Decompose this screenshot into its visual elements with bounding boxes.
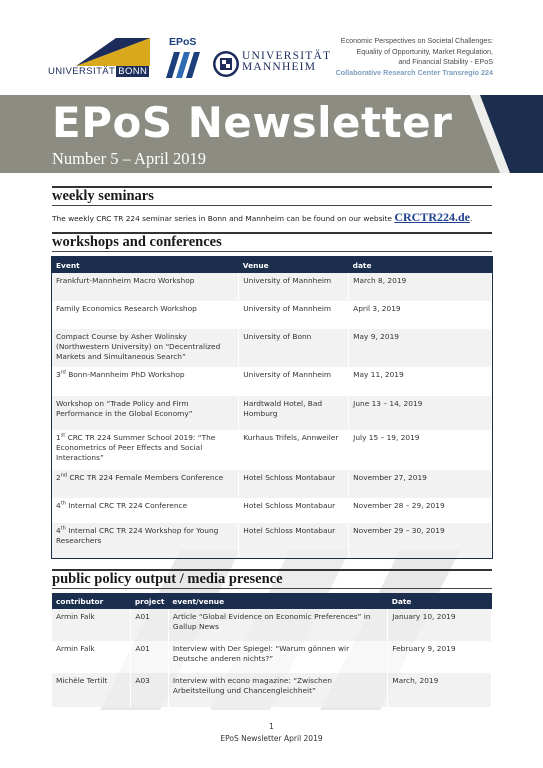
event-cell: 4th Internal CRC TR 224 Workshop for Young Researchers: [52, 523, 239, 558]
epos-logo-text: EPoS: [169, 36, 197, 48]
epos-logo: [160, 36, 208, 80]
university-bonn-logo: UNIVERSITÄT BONN: [48, 38, 154, 80]
column-header: Venue: [239, 257, 349, 273]
date-cell: November 28 – 29, 2019: [349, 498, 492, 523]
column-header: Event: [52, 257, 239, 273]
date-cell: May 11, 2019: [349, 367, 492, 396]
project-cell: A01: [131, 609, 168, 641]
mannheim-seal-icon: [212, 50, 240, 78]
venue-cell: University of Bonn: [239, 329, 349, 367]
section-heading-policy: public policy output / media presence: [52, 571, 283, 587]
divider: [52, 588, 492, 589]
venue-cell: University of Mannheim: [239, 301, 349, 329]
bonn-logo-mark-icon: [76, 38, 150, 66]
crc-tagline: Economic Perspectives on Societal Challenges: Equality of Opportunity, Market Regulation, and Financial Stability - EPoS Collaborative Research Center Transregio 224: [335, 36, 493, 77]
university-mannheim-logo: UNIVERSITÄT MANNHEIM: [212, 50, 328, 80]
table-header-row: [52, 257, 492, 273]
column-header: date: [349, 257, 492, 273]
event-cell: Compact Course by Asher Wolinsky (Northwestern University) on “Decentralized Markets and Simultaneous Search”: [52, 329, 239, 367]
date-cell: June 13 – 14, 2019: [349, 396, 492, 430]
newsletter-issue: Number 5 – April 2019: [52, 149, 206, 168]
project-cell: A01: [131, 641, 168, 673]
crctr224-link[interactable]: CRCTR224.de: [394, 210, 470, 224]
table-row: [52, 396, 492, 430]
contributor-cell: Michèle Tertilt: [52, 673, 131, 707]
date-cell: November 29 – 30, 2019: [349, 523, 492, 558]
event-cell: 1st CRC TR 224 Summer School 2019: “The Econometrics of Peer Effects and Social Interactions”: [52, 430, 239, 470]
date-cell: March, 2019: [388, 673, 492, 707]
event-cell: Workshop on “Trade Policy and Firm Performance in the Global Economy”: [52, 396, 239, 430]
table-row: [52, 273, 492, 301]
event-cell: 3rd Bonn-Mannheim PhD Workshop: [52, 367, 239, 396]
date-cell: November 27, 2019: [349, 470, 492, 498]
policy-table: [52, 593, 492, 707]
contributor-cell: Armin Falk: [52, 609, 131, 641]
date-cell: May 9, 2019: [349, 329, 492, 367]
venue-cell: University of Mannheim: [239, 367, 349, 396]
column-header: Date: [388, 593, 492, 609]
table-row: [52, 641, 492, 673]
date-cell: March 8, 2019: [349, 273, 492, 301]
venue-cell: University of Mannheim: [239, 273, 349, 301]
newsletter-title: EPoS Newsletter: [52, 98, 453, 147]
divider: [52, 205, 492, 206]
event-cell: 4th Internal CRC TR 224 Conference: [52, 498, 239, 523]
event-cell: Interview with econo magazine: “Zwischen Arbeitsteilung und Chancengleichheit”: [168, 673, 387, 707]
date-cell: April 3, 2019: [349, 301, 492, 329]
venue-cell: Kurhaus Trifels, Annweiler: [239, 430, 349, 470]
table-row: [52, 523, 492, 558]
table-row: [52, 367, 492, 396]
table-header-row: [52, 593, 492, 609]
project-cell: A03: [131, 673, 168, 707]
venue-cell: Hotel Schloss Montabaur: [239, 498, 349, 523]
page-number: 1: [269, 722, 274, 731]
footer-text: EPoS Newsletter April 2019: [220, 734, 323, 743]
venue-cell: Hardtwald Hotel, Bad Homburg: [239, 396, 349, 430]
section-heading-seminars: weekly seminars: [52, 188, 154, 204]
newsletter-banner: [0, 95, 543, 173]
event-cell: 2nd CRC TR 224 Female Members Conference: [52, 470, 239, 498]
table-row: [52, 301, 492, 329]
divider: [52, 251, 492, 252]
event-cell: Interview with Der Spiegel: “Warum gönnen wir Deutsche anderen nichts?”: [168, 641, 387, 673]
table-row: [52, 430, 492, 470]
venue-cell: Hotel Schloss Montabaur: [239, 523, 349, 558]
column-header: project: [131, 593, 168, 609]
venue-cell: Hotel Schloss Montabaur: [239, 470, 349, 498]
column-header: event/venue: [168, 593, 387, 609]
column-header: contributor: [52, 593, 131, 609]
table-row: [52, 329, 492, 367]
section-heading-workshops: workshops and conferences: [52, 234, 222, 250]
contributor-cell: Armin Falk: [52, 641, 131, 673]
epos-logo-mark-icon: [160, 36, 208, 80]
seminars-text: The weekly CRC TR 224 seminar series in Bonn and Mannheim can be found on our website CRCTR224.de.: [52, 210, 473, 224]
event-cell: Article “Global Evidence on Economic Preferences” in Gallup News: [168, 609, 387, 641]
table-row: [52, 609, 492, 641]
event-cell: Frankfurt-Mannheim Macro Workshop: [52, 273, 239, 301]
table-row: [52, 498, 492, 523]
table-row: [52, 470, 492, 498]
event-cell: Family Economics Research Workshop: [52, 301, 239, 329]
date-cell: January 10, 2019: [388, 609, 492, 641]
date-cell: July 15 – 19, 2019: [349, 430, 492, 470]
table-row: [52, 673, 492, 707]
date-cell: February 9, 2019: [388, 641, 492, 673]
workshops-table: [52, 257, 492, 558]
